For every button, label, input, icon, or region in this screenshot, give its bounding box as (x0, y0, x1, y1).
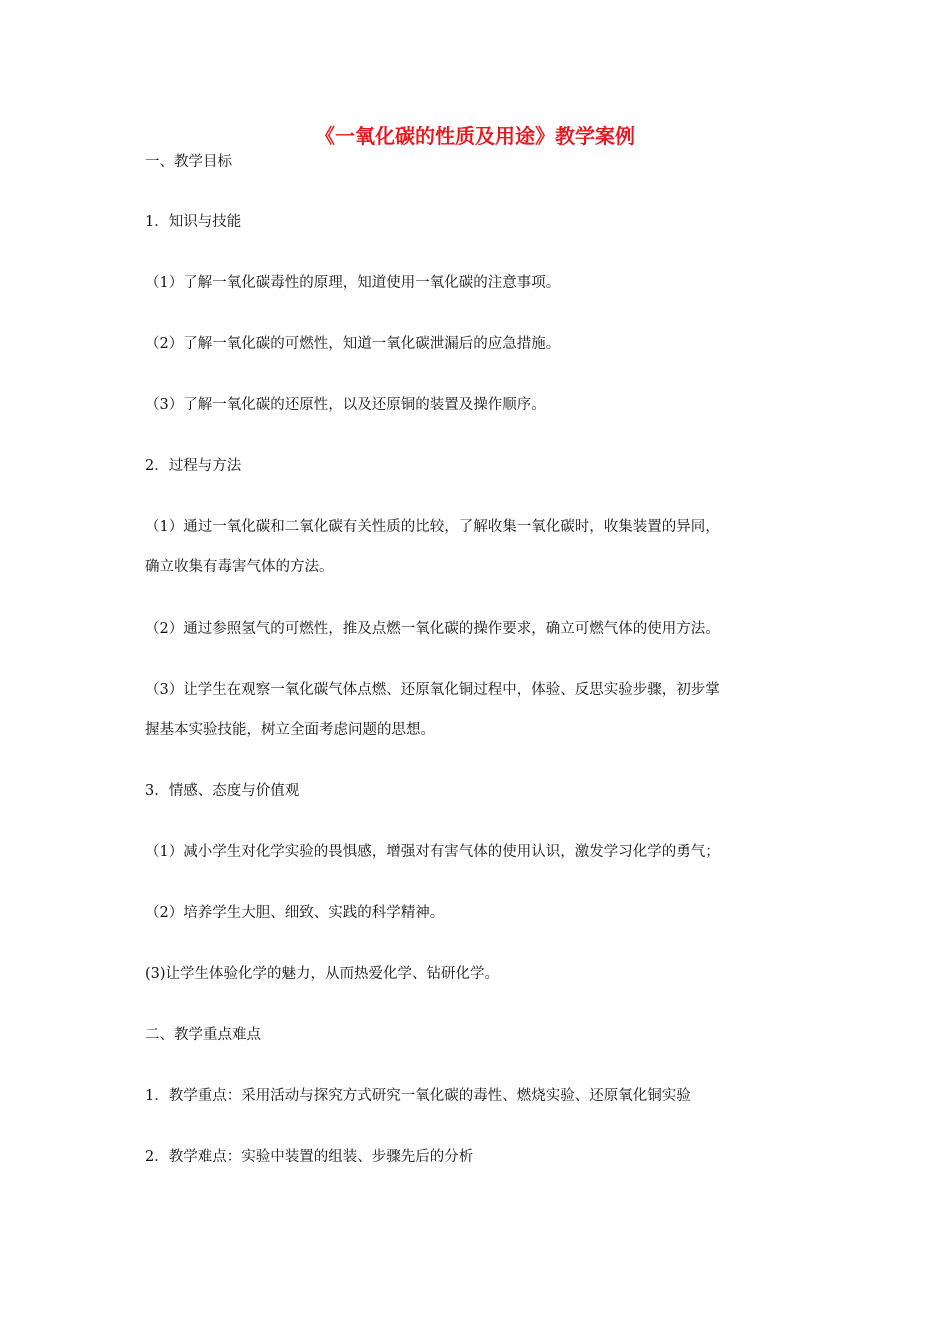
paragraph-line: （1）了解一氧化碳毒性的原理，知道使用一氧化碳的注意事项。 (145, 275, 561, 291)
paragraph-line: （2）培养学生大胆、细致、实践的科学精神。 (145, 905, 445, 921)
document-title: 《一氧化碳的性质及用途》教学案例 (315, 124, 635, 148)
section-heading-key-points: 二、教学重点难点 (145, 1027, 261, 1043)
paragraph-line: 确立收集有毒害气体的方法。 (145, 559, 334, 575)
paragraph-line: (3)让学生体验化学的魅力，从而热爱化学、钻研化学。 (145, 966, 500, 982)
paragraph-line: （1）减小学生对化学实验的畏惧感，增强对有害气体的使用认识，激发学习化学的勇气； (145, 844, 720, 860)
section-heading-objectives: 一、教学目标 (145, 154, 232, 170)
paragraph-line: （1）通过一氧化碳和二氧化碳有关性质的比较，了解收集一氧化碳时，收集装置的异同， (145, 519, 720, 535)
paragraph-line: 2．教学难点：实验中装置的组装、步骤先后的分析 (145, 1149, 474, 1165)
paragraph-line: 握基本实验技能，树立全面考虑问题的思想。 (145, 722, 435, 738)
subsection-knowledge-skills: 1．知识与技能 (145, 214, 242, 230)
paragraph-line: （2）通过参照氢气的可燃性，推及点燃一氧化碳的操作要求，确立可燃气体的使用方法。 (145, 621, 720, 637)
subsection-attitudes-values: 3．情感、态度与价值观 (145, 783, 300, 799)
paragraph-line: 1．教学重点：采用活动与探究方式研究一氧化碳的毒性、燃烧实验、还原氧化铜实验 (145, 1088, 691, 1104)
paragraph-line: （3）让学生在观察一氧化碳气体点燃、还原氧化铜过程中，体验、反思实验步骤，初步掌 (145, 682, 720, 698)
paragraph-line: （3）了解一氧化碳的还原性，以及还原铜的装置及操作顺序。 (145, 397, 546, 413)
subsection-process-methods: 2．过程与方法 (145, 458, 242, 474)
paragraph-line: （2）了解一氧化碳的可燃性，知道一氧化碳泄漏后的应急措施。 (145, 336, 561, 352)
